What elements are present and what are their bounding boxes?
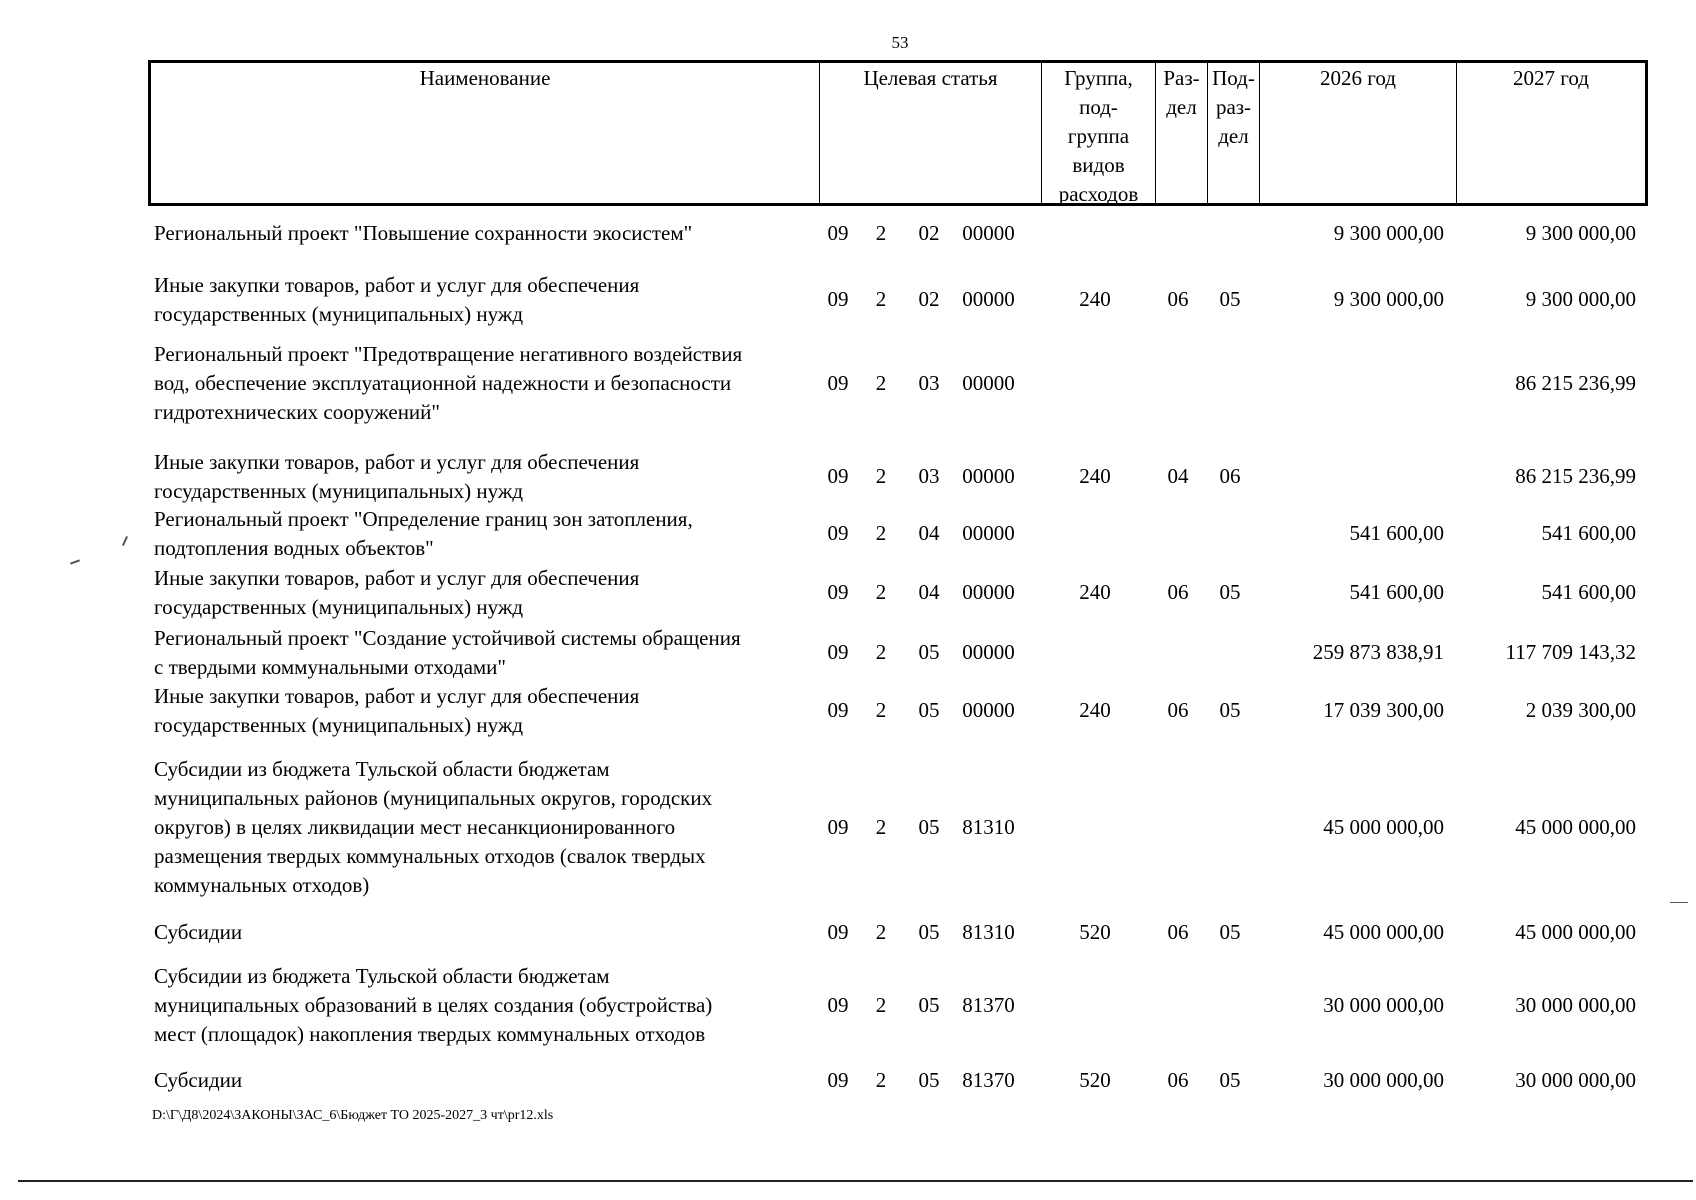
target-code-project: 05 [918,1068,940,1092]
amount-2026: 30 000 000,00 [1323,1068,1444,1092]
header-year-2027 [1456,63,1645,203]
target-code-program: 09 [827,464,849,488]
target-code-direction: 81310 [962,920,1015,944]
target-code-project: 03 [918,371,940,395]
amount-2027: 30 000 000,00 [1515,993,1636,1017]
target-code-subprogram: 2 [875,287,887,311]
target-code-project: 05 [918,640,940,664]
target-code-subprogram: 2 [875,993,887,1017]
row-name-line: вод, обеспечение эксплуатационной надежности и безопасности [154,371,732,395]
row-name-line: коммунальных отходов) [154,873,370,897]
table-row [148,564,1648,622]
target-code-program: 09 [827,1068,849,1092]
target-code-subprogram: 2 [875,815,887,839]
row-name-line: государственных (муниципальных) нужд [154,302,524,326]
table-row [148,755,1648,900]
target-code-direction: 00000 [962,521,1015,545]
amount-2026: 259 873 838,91 [1312,640,1444,664]
table-row [148,962,1648,1049]
row-name-line: округов) в целях ликвидации мест несанкционированного [154,815,676,839]
target-code-program: 09 [827,815,849,839]
target-code-program: 09 [827,221,849,245]
row-name-line: Региональный проект "Повышение сохранности экосистем" [154,221,693,245]
row-name-line: Субсидии из бюджета Тульской области бюджетам [154,964,610,988]
row-name-line: Иные закупки товаров, работ и услуг для обеспечения [154,273,640,297]
row-name-line: мест (площадок) накопления твердых коммунальных отходов [154,1022,706,1046]
scan-mark [70,559,80,564]
header-group-line: под- [1079,95,1118,119]
header-target-label: Целевая статья [863,66,998,90]
row-name [154,448,819,506]
target-code-direction: 00000 [962,640,1015,664]
page-number: 53 [891,33,909,52]
expense-group: 520 [1079,1068,1111,1092]
amount-2027: 2 039 300,00 [1525,698,1636,722]
target-code-subprogram: 2 [875,371,887,395]
subsection-code: 05 [1219,287,1241,311]
table-row [148,682,1648,740]
scan-mark [1670,902,1688,903]
header-subsection-line: дел [1218,124,1249,148]
row-name-line: Иные закупки товаров, работ и услуг для обеспечения [154,566,640,590]
amount-2027: 117 709 143,32 [1505,640,1636,664]
row-name-line: муниципальных районов (муниципальных округов, городских [154,786,713,810]
section-code: 06 [1167,580,1189,604]
target-code-direction: 00000 [962,287,1015,311]
subsection-code: 05 [1219,920,1241,944]
table-row [148,219,1648,248]
header-section [1155,63,1207,203]
header-year-2026-label: 2026 год [1320,66,1396,90]
target-code-project: 03 [918,464,940,488]
expense-group: 240 [1079,464,1111,488]
target-code-subprogram: 2 [875,521,887,545]
header-year-2026 [1259,63,1456,203]
row-name-line: гидротехнических сооружений" [154,400,440,424]
table-row [148,624,1648,682]
target-code-program: 09 [827,698,849,722]
header-year-2027-label: 2027 год [1513,66,1589,90]
target-code-subprogram: 2 [875,221,887,245]
row-name-line: Субсидии [154,920,243,944]
bottom-rule [18,1180,1693,1182]
target-code-project: 05 [918,993,940,1017]
target-code-program: 09 [827,993,849,1017]
row-name-line: Региональный проект "Определение границ зон затопления, [154,507,693,531]
row-name-line: муниципальных образований в целях создания (обустройства) [154,993,713,1017]
header-name-label: Наименование [419,66,551,90]
target-code-direction: 00000 [962,580,1015,604]
amount-2027: 45 000 000,00 [1515,815,1636,839]
header-section-line: Раз- [1163,66,1200,90]
expense-group: 520 [1079,920,1111,944]
amount-2026: 30 000 000,00 [1323,993,1444,1017]
table-row [148,1066,1648,1095]
amount-2027: 9 300 000,00 [1525,221,1636,245]
header-group-line: видов [1072,153,1125,177]
section-code: 06 [1167,698,1189,722]
amount-2027: 86 215 236,99 [1515,464,1636,488]
section-code: 06 [1167,287,1189,311]
target-code-direction: 81370 [962,1068,1015,1092]
row-name [154,564,819,622]
amount-2027: 541 600,00 [1541,521,1636,545]
target-code-program: 09 [827,371,849,395]
amount-2026: 45 000 000,00 [1323,815,1444,839]
header-group-line: Группа, [1064,66,1133,90]
target-code-subprogram: 2 [875,640,887,664]
row-name-line: Региональный проект "Предотвращение негативного воздействия [154,342,743,366]
row-name [154,340,819,427]
row-name-line: государственных (муниципальных) нужд [154,713,524,737]
section-code: 04 [1167,464,1189,488]
header-target [819,63,1041,203]
row-name [154,755,819,900]
row-name [154,1066,819,1095]
expense-group: 240 [1079,580,1111,604]
row-name-line: размещения твердых коммунальных отходов (свалок твердых [154,844,706,868]
header-group-line: группа [1067,124,1130,148]
expense-group: 240 [1079,287,1111,311]
row-name [154,682,819,740]
amount-2026: 541 600,00 [1349,521,1444,545]
row-name-line: Субсидии [154,1068,243,1092]
amount-2026: 45 000 000,00 [1323,920,1444,944]
target-code-direction: 81310 [962,815,1015,839]
section-code: 06 [1167,920,1189,944]
target-code-program: 09 [827,580,849,604]
target-code-direction: 00000 [962,698,1015,722]
target-code-direction: 00000 [962,221,1015,245]
row-name-line: государственных (муниципальных) нужд [154,595,524,619]
table-row [148,271,1648,329]
row-name-line: с твердыми коммунальными отходами" [154,655,506,679]
target-code-subprogram: 2 [875,1068,887,1092]
amount-2027: 30 000 000,00 [1515,1068,1636,1092]
section-code: 06 [1167,1068,1189,1092]
target-code-direction: 81370 [962,993,1015,1017]
row-name-line: Региональный проект "Создание устойчивой системы обращения [154,626,741,650]
row-name [154,962,819,1049]
row-name-line: Иные закупки товаров, работ и услуг для обеспечения [154,450,640,474]
amount-2027: 45 000 000,00 [1515,920,1636,944]
row-name-line: государственных (муниципальных) нужд [154,479,524,503]
table-row [148,448,1648,506]
header-name [151,63,819,203]
target-code-program: 09 [827,521,849,545]
row-name-line: Субсидии из бюджета Тульской области бюджетам [154,757,610,781]
header-group [1041,63,1155,206]
file-path: D:\Г\Д8\2024\ЗАКОНЫ\ЗАС_6\Бюджет ТО 2025-2027_3 чт\pr12.xls [152,1108,554,1123]
header-subsection [1207,63,1259,203]
amount-2027: 541 600,00 [1541,580,1636,604]
table-row [148,505,1648,563]
header-section-line: дел [1166,95,1197,119]
target-code-subprogram: 2 [875,698,887,722]
row-name [154,219,819,248]
amount-2026: 9 300 000,00 [1333,221,1444,245]
row-name [154,624,819,682]
table-row [148,340,1648,427]
subsection-code: 05 [1219,580,1241,604]
target-code-project: 04 [918,580,940,604]
row-name [154,918,819,947]
table-header [148,60,1648,206]
row-name [154,505,819,563]
target-code-project: 05 [918,698,940,722]
scan-mark [122,536,128,546]
subsection-code: 05 [1219,698,1241,722]
amount-2027: 86 215 236,99 [1515,371,1636,395]
target-code-project: 04 [918,521,940,545]
target-code-program: 09 [827,287,849,311]
amount-2026: 541 600,00 [1349,580,1444,604]
target-code-subprogram: 2 [875,464,887,488]
target-code-project: 05 [918,920,940,944]
target-code-direction: 00000 [962,371,1015,395]
subsection-code: 06 [1219,464,1241,488]
row-name-line: подтопления водных объектов" [154,536,434,560]
target-code-project: 02 [918,221,940,245]
amount-2027: 9 300 000,00 [1525,287,1636,311]
header-subsection-line: Под- [1212,66,1255,90]
target-code-program: 09 [827,640,849,664]
amount-2026: 9 300 000,00 [1333,287,1444,311]
target-code-program: 09 [827,920,849,944]
target-code-project: 05 [918,815,940,839]
target-code-direction: 00000 [962,464,1015,488]
target-code-project: 02 [918,287,940,311]
target-code-subprogram: 2 [875,920,887,944]
expense-group: 240 [1079,698,1111,722]
header-group-line: расходов [1058,182,1139,206]
header-subsection-line: раз- [1215,95,1252,119]
subsection-code: 05 [1219,1068,1241,1092]
amount-2026: 17 039 300,00 [1323,698,1444,722]
row-name-line: Иные закупки товаров, работ и услуг для обеспечения [154,684,640,708]
table-row [148,918,1648,947]
target-code-subprogram: 2 [875,580,887,604]
row-name [154,271,819,329]
